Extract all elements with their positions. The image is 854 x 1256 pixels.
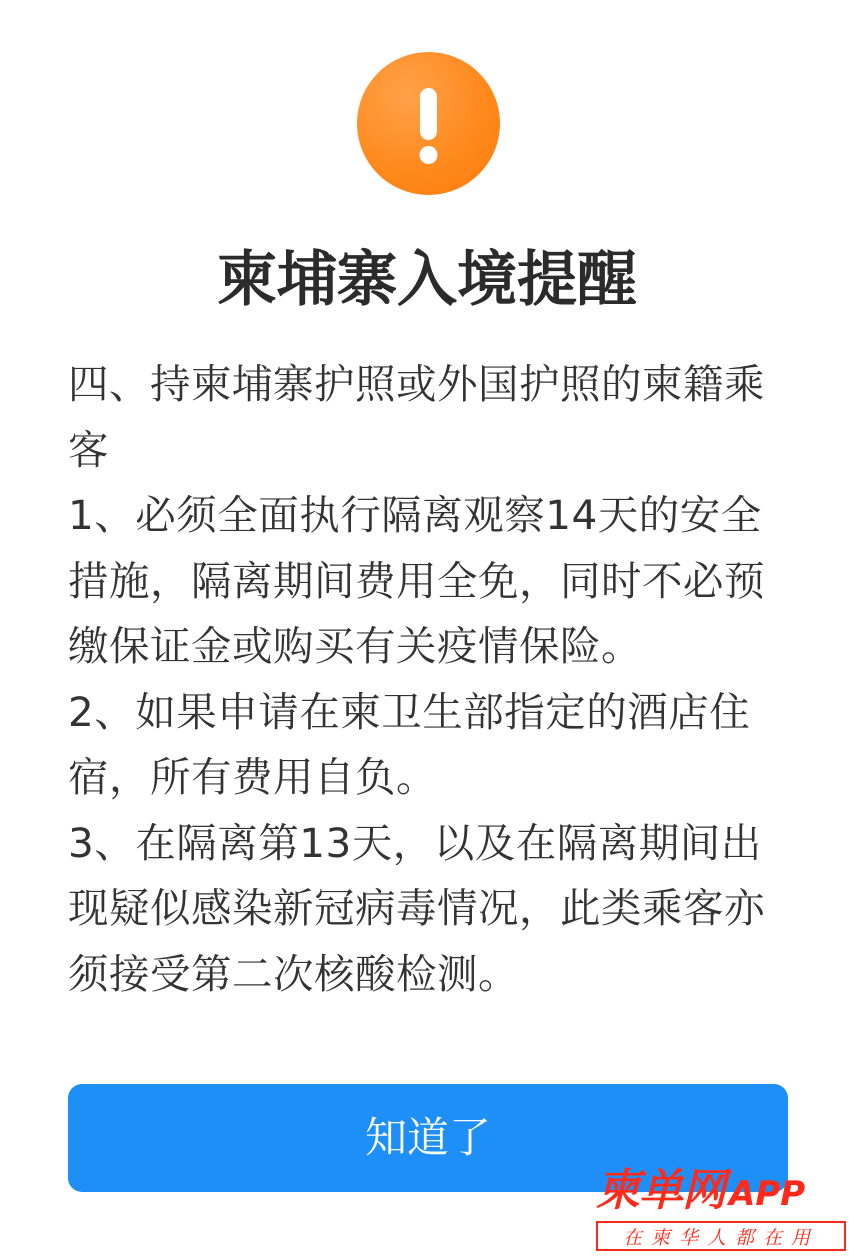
confirm-button[interactable]: 知道了	[68, 1084, 788, 1192]
warning-badge	[357, 52, 500, 195]
watermark-brand: 柬单网	[596, 1165, 725, 1216]
paragraph-item-1: 1、必须全面执行隔离观察14天的安全措施，隔离期间费用全免，同时不必预缴保证金或购买有关疫情保险。	[68, 491, 765, 670]
exclamation-icon	[357, 52, 500, 195]
paragraph-item-2: 2、如果申请在柬卫生部指定的酒店住宿，所有费用自负。	[68, 687, 751, 801]
watermark-logo	[596, 1165, 848, 1217]
dialog-content	[68, 352, 790, 1007]
dialog-title: 柬埔寨入境提醒	[217, 245, 637, 315]
app-watermark	[596, 1165, 848, 1253]
paragraph-item-3: 3、在隔离第13天，以及在隔离期间出现疑似感染新冠病毒情况，此类乘客亦须接受第二次核酸检测。	[68, 818, 765, 998]
paragraph-heading: 四、持柬埔寨护照或外国护照的柬籍乘客	[68, 360, 765, 474]
watermark-app-label: APP	[729, 1174, 806, 1214]
watermark-slogan: 在柬华人都在用	[596, 1221, 846, 1251]
